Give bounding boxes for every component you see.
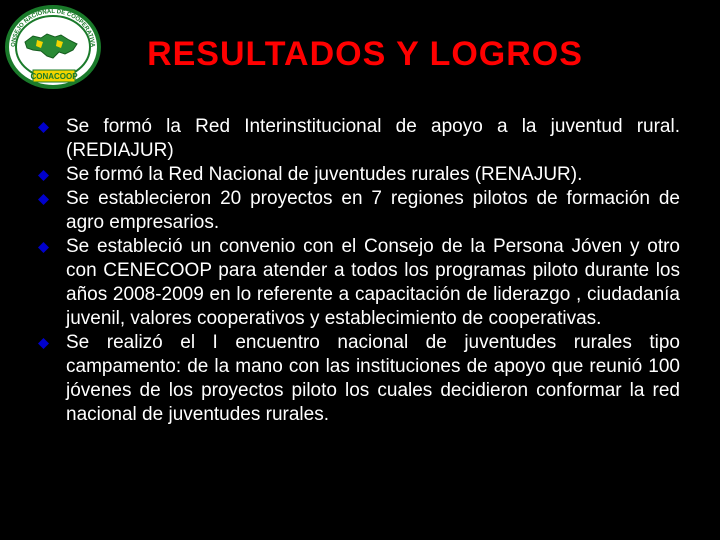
list-item-text: Se estableció un convenio con el Consejo de la Persona Jóven y otro con CENECOOP para atender a todos los programas piloto durante los años 2008-2009 en lo referente a capacitación de liderazgo , ciudadanía juvenil, valores cooperativos y establecimiento de cooperativas.: [66, 236, 680, 329]
conacoop-banner-text: CONACOOP: [30, 72, 78, 81]
diamond-bullet-icon: [38, 122, 49, 133]
bullet-list: [38, 115, 680, 427]
list-item: [38, 115, 680, 163]
diamond-bullet-icon: [38, 170, 49, 181]
page-title: RESULTADOS Y LOGROS: [147, 35, 583, 73]
list-item-text: Se formó la Red Interinstitucional de apoyo a la juventud rural. (REDIAJUR): [66, 116, 680, 161]
list-item-text: Se establecieron 20 proyectos en 7 regiones pilotos de formación de agro empresarios.: [66, 188, 680, 233]
list-item: [38, 331, 680, 427]
list-item-text: Se realizó el I encuentro nacional de juventudes rurales tipo campamento: de la mano con las instituciones de apoyo que reunió 100 jóvenes de los proyectos piloto los cuales decidieron conformar la red nacional de juventudes rurales.: [66, 332, 680, 425]
list-item: [38, 187, 680, 235]
list-item: [38, 163, 680, 187]
diamond-bullet-icon: [38, 242, 49, 253]
diamond-bullet-icon: [38, 338, 49, 349]
list-item: [38, 235, 680, 331]
conacoop-ring-text: ONSEJO NACIONAL DE COOPERATIVA: [10, 8, 96, 48]
diamond-bullet-icon: [38, 194, 49, 205]
list-item-text: Se formó la Red Nacional de juventudes rurales (RENAJUR).: [66, 164, 583, 185]
